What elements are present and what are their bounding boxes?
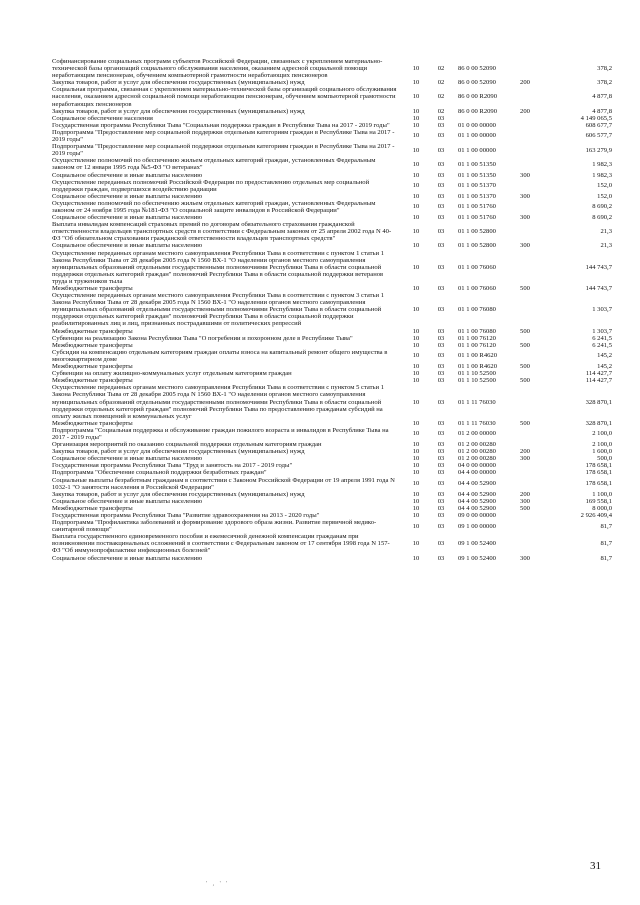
row-name-cell: Социальное обеспечение и иные выплаты населению (52, 497, 203, 505)
row-expense-type-code (512, 129, 538, 143)
row-expense-type-code: 200 (520, 448, 530, 456)
row-name-cell: Осуществление переданных полномочий Российской Федерации по предоставлению отдельных мер социальной поддержки граждан, подвергшихся воздействию радиации (52, 178, 370, 193)
row-section-code: 10 (412, 327, 420, 335)
row-name-cell: Социальное обеспечение и иные выплаты населению (52, 192, 203, 200)
table-row (52, 172, 612, 179)
row-section-code: 10 (412, 480, 420, 488)
row-target-article-code: 01 2 00 00000 (458, 430, 496, 438)
row-amount: 145,2 (597, 363, 612, 371)
row-amount: 81,7 (600, 554, 612, 562)
row-section-code: 10 (412, 441, 420, 449)
row-expense-type-code (512, 86, 538, 107)
row-name-cell: Социальная программа, связанная с укреплением материально-технической базы организаций социального обслуживания населения, оказанием адресной социальной помощи неработающим пенсионерам, обучением компьютерной грамотности неработающих пенсионеров (52, 86, 397, 108)
row-expense-type-code: 500 (520, 285, 530, 292)
table-row (52, 214, 612, 221)
row-amount: 21,3 (600, 228, 612, 236)
row-section-code: 10 (412, 455, 420, 463)
row-expense-type-code (512, 122, 538, 129)
row-amount: 2 100,0 (592, 441, 612, 449)
row-target-article-code: 01 1 00 51350 (458, 171, 496, 179)
row-subsection-code: 03 (437, 327, 445, 335)
table-row (52, 455, 612, 462)
row-name-cell: Выплата государственного единовременного пособия и ежемесячной денежной компенсации гражданам при возникновении поствакцинальных осложнений в соответствии с Федеральным законом от 17 сентября 1998 года N 157-ФЗ "Об иммунопрофилактике инфекционных болезней" (52, 533, 390, 555)
row-subsection-code: 03 (437, 419, 445, 427)
table-row (52, 108, 612, 115)
row-subsection-code: 03 (437, 522, 445, 530)
row-amount: 178 658,1 (585, 462, 612, 470)
row-subsection-code: 03 (437, 554, 445, 562)
table-row (52, 533, 612, 554)
row-amount: 4 149 065,5 (580, 114, 612, 122)
row-subsection-code: 03 (437, 203, 445, 211)
row-subsection-code: 03 (437, 441, 445, 449)
row-name-cell: Подпрограмма "Профилактика заболеваний и формирование здорового образа жизни. Развитие первичной медико-санитарной помощи" (52, 519, 377, 534)
row-target-article-code: 01 1 00 52800 (458, 228, 496, 236)
row-name-cell: Субвенции на реализацию Закона Республики Тыва "О погребении и похоронном деле в Республике Тыва" (52, 334, 353, 342)
row-target-article-code: 04 4 00 00000 (458, 469, 496, 477)
row-amount: 1 303,7 (592, 306, 612, 314)
table-row (52, 505, 612, 512)
row-target-article-code: 01 1 11 76030 (458, 398, 496, 406)
row-section-code: 10 (412, 146, 420, 154)
row-amount: 1 982,3 (592, 160, 612, 168)
row-expense-type-code (512, 477, 538, 491)
row-expense-type-code: 500 (520, 377, 530, 385)
row-subsection-code: 03 (437, 182, 445, 190)
row-name-cell: Осуществление полномочий по обеспечению жильем отдельных категорий граждан, установленных Федеральным законом от 12 января 1995 года №5-ФЗ "О ветеранах" (52, 157, 376, 172)
table-row (52, 179, 612, 193)
row-expense-type-code (512, 533, 538, 554)
row-name-cell: Софинансирование социальных программ субъектов Российской Федерации, связанных с укреплением материально-технической базы организаций социального обслуживания населения, оказанием адресной социальной помощи неработающим пенсионерам, обучением компьютерной грамотности неработающих пенсионеров (52, 58, 383, 80)
table-row (52, 157, 612, 171)
row-expense-type-code (512, 250, 538, 285)
table-row (52, 555, 612, 562)
row-section-code: 10 (412, 398, 420, 406)
row-amount: 4 877,8 (592, 107, 612, 115)
row-section-code: 10 (412, 497, 420, 505)
row-target-article-code: 01 1 10 52500 (458, 370, 496, 378)
row-subsection-code: 03 (437, 377, 445, 385)
row-section-code: 10 (412, 203, 420, 211)
row-amount: 169 558,1 (585, 497, 612, 505)
row-section-code: 10 (412, 490, 420, 498)
row-subsection-code: 03 (437, 114, 445, 122)
row-name-cell: Государственная программа Республики Тыва "Социальная поддержка граждан в Республике Тыва на 2017 - 2019 годы" (52, 121, 390, 129)
row-subsection-code: 03 (437, 285, 445, 292)
table-row (52, 498, 612, 505)
row-expense-type-code: 300 (520, 192, 530, 200)
row-subsection-code: 03 (437, 146, 445, 154)
row-name-cell: Социальные выплаты безработным гражданам в соответствии с Законом Российской Федерации от 19 апреля 1991 года N 1032-1 "О занятости населения в Российской Федерации" (52, 476, 395, 491)
row-name-cell: Подпрограмма "Предоставление мер социальной поддержки отдельным категориям граждан в Республике Тыва на 2017 - 2019 годы" (52, 143, 395, 158)
row-subsection-code: 03 (437, 540, 445, 548)
row-name-cell: Межбюджетные трансферты (52, 504, 133, 512)
row-target-article-code: 09 1 00 52400 (458, 540, 496, 548)
row-name-cell: Осуществление переданных органам местного самоуправления Республики Тыва в соответствии с пунктом 1 статьи 1 Закона Республики Тыва от 28 декабря 2005 года N 1560 ВХ-1 "О наделении органов местного самоуправления муниципальных образований отдельными государственными полномочиями Республики Тыва в области социальной поддержки отдельных категорий граждан" полномочий Республики Тыва в области социальной поддержки ветеранов труда и тружеников тыла (52, 249, 385, 285)
row-subsection-code: 03 (437, 448, 445, 456)
row-subsection-code: 03 (437, 430, 445, 438)
row-subsection-code: 03 (437, 121, 445, 129)
row-target-article-code: 09 1 00 00000 (458, 522, 496, 530)
row-name-cell: Государственная программа Республики Тыва "Развитие здравоохранения на 2013 - 2020 годы" (52, 512, 320, 519)
row-expense-type-code: 500 (520, 504, 530, 512)
row-name-cell: Субвенции на оплату жилищно-коммунальных услуг отдельным категориям граждан (52, 370, 292, 378)
table-row (52, 250, 612, 285)
row-amount: 6 241,5 (592, 341, 612, 349)
row-amount: 328 870,1 (585, 398, 612, 406)
row-name-cell: Осуществление переданных органам местного самоуправления Республики Тыва в соответствии с пунктом 5 статьи 1 Закона Республики Тыва от 28 декабря 2005 года N 1560 ВХ-1 "О наделении органов местного самоуправления муниципальных образований отдельными государственными полномочиями Республики Тыва в области социальной поддержки отдельных категорий граждан" полномочий Республики Тыва по предоставлению гражданам субсидий на оплату жилых помещений и коммунальных услуг (52, 384, 385, 420)
row-expense-type-code (512, 58, 538, 79)
row-target-article-code: 01 1 00 76060 (458, 285, 496, 292)
row-section-code: 10 (412, 160, 420, 168)
row-expense-type-code (512, 469, 538, 476)
row-subsection-code: 03 (437, 171, 445, 179)
budget-allocation-table (52, 58, 612, 562)
row-expense-type-code (512, 115, 538, 122)
row-section-code: 10 (412, 306, 420, 314)
row-target-article-code: 01 1 00 00000 (458, 132, 496, 140)
row-amount: 378,2 (597, 65, 612, 73)
row-name-cell: Осуществление переданных органам местного самоуправления Республики Тыва в соответствии с пунктом 3 статьи 1 Закона Республики Тыва от 28 декабря 2005 года N 1560 ВХ-1 "О наделении органов местного самоуправления муниципальных образований отдельными государственными полномочиями Республики Тыва в области социальной поддержки отдельных категорий граждан" полномочий Республики Тыва в области социальной поддержки реабилитированных лиц и лиц, признанных пострадавшими от политических репрессий (52, 292, 385, 328)
row-expense-type-code (512, 143, 538, 157)
table-row (52, 143, 612, 157)
row-expense-type-code: 500 (520, 341, 530, 349)
row-name-cell: Социальное обеспечение и иные выплаты населению (52, 242, 203, 250)
row-amount: 21,3 (600, 242, 612, 250)
row-target-article-code: 01 1 00 76060 (458, 263, 496, 271)
row-section-code: 10 (412, 93, 420, 101)
row-name-cell: Закупка товаров, работ и услуг для обеспечения государственных (муниципальных) нужд (52, 490, 305, 498)
row-section-code: 10 (412, 285, 420, 292)
row-target-article-code: 01 1 00 76120 (458, 341, 496, 349)
row-expense-type-code: 300 (520, 242, 530, 250)
row-section-code: 10 (412, 107, 420, 115)
table-row (52, 519, 612, 533)
row-name-cell: Подпрограмма "Предоставление мер социальной поддержки отдельным категориям граждан в Республике Тыва на 2017 - 2019 годы" (52, 128, 395, 144)
row-expense-type-code (512, 157, 538, 171)
row-amount: 1 600,0 (592, 448, 612, 456)
row-amount: 81,7 (600, 522, 612, 530)
row-expense-type-code (512, 221, 538, 242)
row-expense-type-code: 200 (520, 490, 530, 498)
row-section-code: 10 (412, 540, 420, 548)
row-amount: 178 658,1 (585, 469, 612, 477)
row-subsection-code: 03 (437, 334, 445, 342)
table-row (52, 292, 612, 327)
row-target-article-code (454, 115, 512, 122)
row-amount: 608 677,7 (585, 121, 612, 129)
row-target-article-code: 09 1 00 52400 (458, 554, 496, 562)
row-amount: 8 690,2 (592, 203, 612, 211)
row-target-article-code: 01 2 00 00280 (458, 448, 496, 456)
row-subsection-code: 03 (437, 306, 445, 314)
row-name-cell: Осуществление полномочий по обеспечению жильем отдельных категорий граждан, установленных Федеральным законом от 24 ноября 1995 года №181-ФЗ "О социальной защите инвалидов в Российской Федерации" (52, 199, 376, 214)
row-section-code: 10 (412, 334, 420, 342)
row-section-code: 10 (412, 363, 420, 371)
row-target-article-code: 01 1 00 R4620 (458, 352, 498, 360)
table-row (52, 335, 612, 342)
row-amount: 145,2 (597, 352, 612, 360)
row-section-code: 10 (412, 65, 420, 73)
row-expense-type-code: 500 (520, 327, 530, 335)
row-target-article-code: 01 1 00 76080 (458, 327, 496, 335)
table-row (52, 349, 612, 363)
table-row (52, 448, 612, 455)
row-section-code: 10 (412, 419, 420, 427)
table-row (52, 441, 612, 448)
table-row (52, 221, 612, 242)
row-target-article-code: 04 4 00 52900 (458, 497, 496, 505)
row-section-code: 10 (412, 121, 420, 129)
row-subsection-code: 03 (437, 214, 445, 222)
row-name-cell: Межбюджетные трансферты (52, 363, 133, 371)
row-section-code: 10 (412, 171, 420, 179)
row-target-article-code: 04 4 00 52900 (458, 480, 496, 488)
row-subsection-code: 03 (437, 160, 445, 168)
table-row (52, 477, 612, 491)
row-section-code: 10 (412, 377, 420, 385)
table-row (52, 115, 612, 122)
row-expense-type-code (512, 292, 538, 327)
row-name-cell: Социальное обеспечение и иные выплаты населению (52, 171, 203, 179)
row-target-article-code: 01 1 00 00000 (458, 146, 496, 154)
row-name-cell: Межбюджетные трансферты (52, 377, 133, 385)
row-name-cell: Государственная программа Республики Тыва "Труд и занятость на 2017 - 2019 годы" (52, 462, 293, 470)
row-section-code: 10 (412, 341, 420, 349)
row-target-article-code: 86 0 00 52090 (458, 79, 496, 87)
row-name-cell: Социальное обеспечение и иные выплаты населению (52, 214, 203, 222)
row-amount: 1 100,0 (592, 490, 612, 498)
table-row (52, 86, 612, 107)
table-row (52, 370, 612, 377)
row-amount: 8 000,0 (592, 504, 612, 512)
row-target-article-code: 86 0 00 R2090 (458, 93, 498, 101)
table-row (52, 122, 612, 129)
row-target-article-code: 01 1 00 51370 (458, 192, 496, 200)
row-expense-type-code (512, 384, 538, 419)
row-expense-type-code: 300 (520, 554, 530, 562)
row-expense-type-code: 200 (520, 107, 530, 115)
row-name-cell: Организация мероприятий по оказанию социальной поддержки отдельным категориям граждан (52, 441, 322, 449)
page-number: 31 (590, 860, 601, 872)
budget-document-page (52, 58, 612, 562)
row-section-code: 10 (412, 182, 420, 190)
row-expense-type-code: 300 (520, 455, 530, 463)
row-section-code: 10 (412, 192, 420, 200)
row-subsection-code: 03 (437, 192, 445, 200)
row-amount: 8 690,2 (592, 214, 612, 222)
row-amount: 144 743,7 (585, 285, 612, 292)
row-subsection-code: 03 (437, 504, 445, 512)
row-amount: 114 427,7 (585, 377, 612, 385)
row-section-code: 10 (412, 370, 420, 378)
row-target-article-code: 01 0 00 00000 (458, 121, 496, 129)
row-section-code: 10 (412, 469, 420, 477)
row-expense-type-code (512, 512, 538, 519)
row-amount: 328 870,1 (585, 419, 612, 427)
row-amount: 378,2 (597, 79, 612, 87)
row-section-code: 10 (412, 430, 420, 438)
row-section-code: 10 (412, 242, 420, 250)
table-row (52, 285, 612, 292)
row-subsection-code: 02 (437, 93, 445, 101)
row-subsection-code: 02 (437, 65, 445, 73)
row-name-cell: Закупка товаров, работ и услуг для обеспечения государственных (муниципальных) нужд (52, 79, 305, 87)
row-target-article-code: 01 2 00 00280 (458, 441, 496, 449)
row-amount: 152,0 (597, 192, 612, 200)
row-subsection-code: 02 (437, 107, 445, 115)
row-subsection-code: 03 (437, 462, 445, 470)
row-expense-type-code: 500 (520, 419, 530, 427)
row-target-article-code: 01 1 00 76080 (458, 306, 496, 314)
row-subsection-code: 03 (437, 228, 445, 236)
row-subsection-code: 03 (437, 370, 445, 378)
row-amount: 114 427,7 (585, 370, 612, 378)
row-target-article-code: 04 4 00 52900 (458, 504, 496, 512)
row-subsection-code: 03 (437, 490, 445, 498)
row-section-code: 10 (412, 504, 420, 512)
row-target-article-code: 01 1 00 51370 (458, 182, 496, 190)
row-expense-type-code (512, 370, 538, 377)
row-section-code: 10 (412, 554, 420, 562)
row-name-cell: Межбюджетные трансферты (52, 327, 133, 335)
row-section-code: 10 (412, 214, 420, 222)
row-amount: 2 926 409,4 (580, 512, 612, 519)
row-subsection-code: 03 (437, 455, 445, 463)
row-expense-type-code (512, 335, 538, 342)
row-name-cell: Выплата инвалидам компенсаций страховых премий по договорам обязательного страхования гражданской ответственности владельцев транспортных средств в соответствии с Федеральным законом от 25 апреля 2002 года N 40-ФЗ "Об обязательном страховании гражданской ответственности владельцев транспортных средств" (52, 221, 392, 243)
row-subsection-code: 03 (437, 398, 445, 406)
row-subsection-code: 03 (437, 352, 445, 360)
row-name-cell: Подпрограмма "Обеспечение социальной поддержки безработных граждан" (52, 469, 267, 477)
row-name-cell: Межбюджетные трансферты (52, 285, 133, 292)
row-amount: 2 100,0 (592, 430, 612, 438)
row-target-article-code: 01 1 00 76120 (458, 334, 496, 342)
row-expense-type-code: 500 (520, 363, 530, 371)
row-target-article-code: 04 0 00 00000 (458, 462, 496, 470)
row-target-article-code: 01 1 00 52800 (458, 242, 496, 250)
row-target-article-code: 01 1 00 51350 (458, 160, 496, 168)
table-row (52, 462, 612, 469)
row-target-article-code: 01 1 10 52500 (458, 377, 496, 385)
row-subsection-code: 03 (437, 263, 445, 271)
row-amount: 144 743,7 (585, 263, 612, 271)
row-subsection-code: 03 (437, 341, 445, 349)
table-row (52, 427, 612, 441)
row-target-article-code: 86 0 00 52090 (458, 65, 496, 73)
row-expense-type-code: 300 (520, 497, 530, 505)
table-body (52, 58, 612, 562)
row-section-code: 10 (412, 352, 420, 360)
row-subsection-code: 03 (437, 469, 445, 477)
row-amount: 606 577,7 (585, 132, 612, 140)
row-subsection-code: 03 (437, 242, 445, 250)
row-target-article-code: 01 2 00 00280 (458, 455, 496, 463)
table-row (52, 193, 612, 200)
row-name-cell: Межбюджетные трансферты (52, 341, 133, 349)
row-name-cell: Социальное обеспечение и иные выплаты населению (52, 554, 203, 562)
row-target-article-code: 04 4 00 52900 (458, 490, 496, 498)
row-target-article-code: 01 1 11 76030 (458, 419, 496, 427)
row-target-article-code: 01 1 00 R4620 (458, 363, 498, 371)
table-row (52, 79, 612, 86)
row-amount: 163 279,9 (585, 146, 612, 154)
row-expense-type-code: 300 (520, 214, 530, 222)
row-expense-type-code: 200 (520, 79, 530, 87)
row-name-cell: Социальное обеспечение и иные выплаты населению (52, 455, 203, 463)
table-row (52, 491, 612, 498)
row-amount: 1 303,7 (592, 327, 612, 335)
row-amount: 178 658,1 (585, 480, 612, 488)
table-row (52, 512, 612, 519)
table-row (52, 328, 612, 335)
row-amount: 4 877,8 (592, 93, 612, 101)
row-expense-type-code: 300 (520, 171, 530, 179)
table-row (52, 384, 612, 419)
row-target-article-code: 01 1 00 51760 (458, 214, 496, 222)
table-row (52, 420, 612, 427)
row-section-code: 10 (412, 522, 420, 530)
table-row (52, 58, 612, 79)
row-subsection-code: 03 (437, 497, 445, 505)
row-name-cell: Закупка товаров, работ и услуг для обеспечения государственных (муниципальных) нужд (52, 448, 305, 456)
row-expense-type-code (512, 349, 538, 363)
row-expense-type-code (512, 441, 538, 448)
table-row (52, 377, 612, 384)
table-row (52, 242, 612, 249)
row-subsection-code: 03 (437, 480, 445, 488)
row-section-code: 10 (412, 462, 420, 470)
row-subsection-code: 03 (437, 132, 445, 140)
row-amount: 81,7 (600, 540, 612, 548)
row-subsection-code: 03 (437, 363, 445, 371)
table-row (52, 342, 612, 349)
row-subsection-code: 02 (437, 79, 445, 87)
row-target-article-code: 01 1 00 51760 (458, 203, 496, 211)
row-section-code: 10 (412, 79, 420, 87)
row-section-code: 10 (412, 114, 420, 122)
row-name-cell: Субсидия на компенсацию отдельным категориям граждан оплаты взноса на капитальный ремонт общего имущества в многоквартирном доме (52, 348, 388, 363)
row-expense-type-code (512, 179, 538, 193)
row-subsection-code: 03 (437, 512, 445, 519)
row-name-cell: Закупка товаров, работ и услуг для обеспечения государственных (муниципальных) нужд (52, 107, 305, 115)
table-row (52, 129, 612, 143)
table-row (52, 363, 612, 370)
row-section-code: 10 (412, 448, 420, 456)
row-expense-type-code (512, 462, 538, 469)
table-row (52, 200, 612, 214)
row-target-article-code: 86 0 00 R2090 (458, 107, 498, 115)
row-section-code: 10 (412, 263, 420, 271)
row-expense-type-code (512, 200, 538, 214)
row-amount: 6 241,5 (592, 334, 612, 342)
row-section-code: 10 (412, 228, 420, 236)
table-row (52, 469, 612, 476)
page-footer-mark: ' , ' ' (206, 881, 230, 887)
row-amount: 1 982,3 (592, 171, 612, 179)
row-name-cell: Социальное обеспечение населения (52, 114, 153, 122)
row-expense-type-code (512, 427, 538, 441)
row-section-code: 10 (412, 132, 420, 140)
row-expense-type-code (512, 519, 538, 533)
row-amount: 152,0 (597, 182, 612, 190)
row-amount: 500,0 (597, 455, 612, 463)
row-section-code: 10 (412, 512, 420, 519)
row-target-article-code: 09 0 00 00000 (458, 512, 496, 519)
row-name-cell: Подпрограмма "Социальная поддержка и обслуживание граждан пожилого возраста и инвалидов в Республике Тыва на 2017 - 2019 годы" (52, 426, 389, 441)
row-name-cell: Межбюджетные трансферты (52, 419, 133, 427)
